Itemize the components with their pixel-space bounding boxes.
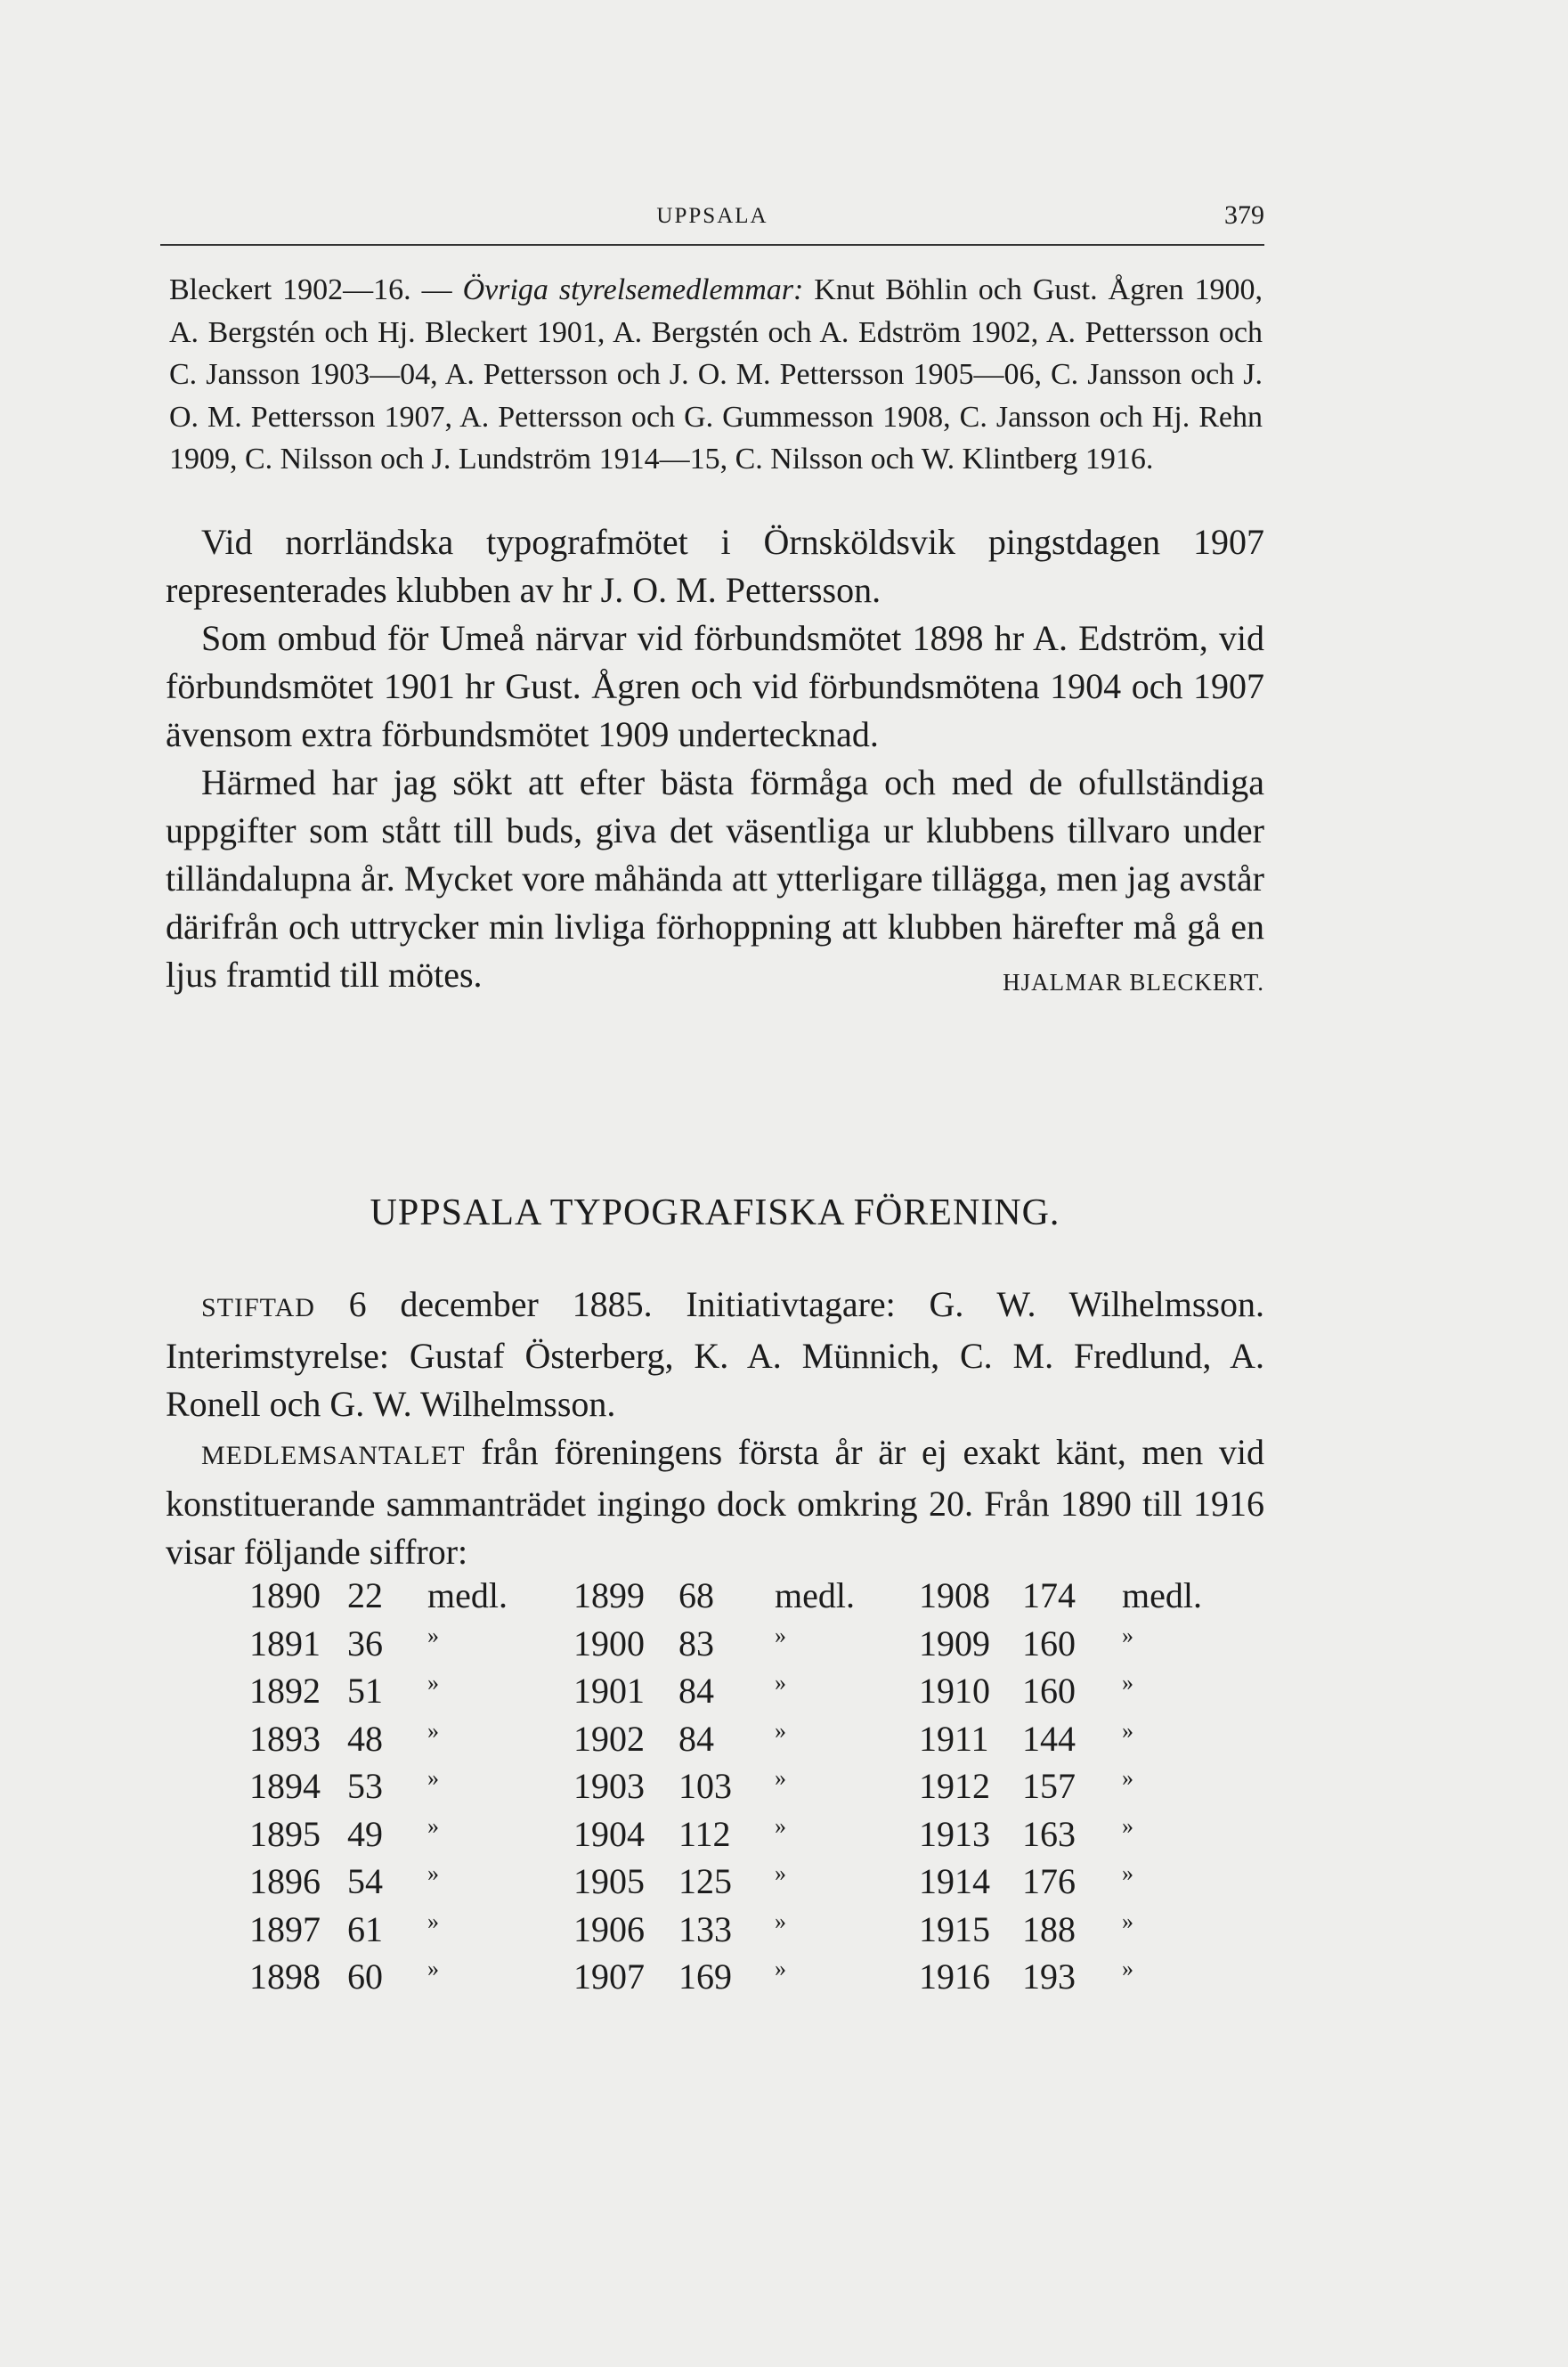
page-number: 379 [1224,200,1264,230]
unit-cell: medl. [427,1575,508,1615]
board-members-italic: Övriga styrelsemedlemmar: [462,273,804,306]
ditto-mark: » [1122,1860,1133,1886]
ditto-mark: » [427,1812,439,1839]
count-cell: 133 [678,1908,732,1949]
year-cell: 1916 [919,1956,990,1997]
year-cell: 1898 [249,1956,321,1997]
unit-cell: medl. [775,1575,855,1615]
header-rule [160,244,1264,246]
table-row [249,1670,1229,1718]
year-cell: 1911 [919,1718,989,1759]
table-row [249,1860,1229,1908]
paragraph-closing-text: Härmed har jag sökt att efter bästa förmåga och med de ofullständiga uppgifter som stått till buds, giva det väsentliga ur klubbens tillvaro under tilländalupna år. Mycket vore måhända att ytterligare tillägga, men jag avstår därifrån och uttrycker min livliga förhoppning att klubben härefter må gå en ljus framtid till mötes. [166,762,1264,995]
year-cell: 1893 [249,1718,321,1759]
count-cell: 54 [347,1861,383,1901]
year-cell: 1902 [573,1718,645,1759]
count-cell: 22 [347,1575,383,1615]
member-count-table [249,1574,1229,2004]
report-paragraphs [166,518,1264,1006]
board-members-paragraph [169,269,1263,481]
ditto-mark: » [1122,1956,1133,1981]
year-cell: 1897 [249,1908,321,1949]
unit-cell: medl. [1122,1575,1202,1615]
count-cell: 53 [347,1766,383,1806]
count-cell: 103 [678,1766,732,1806]
year-cell: 1915 [919,1908,990,1949]
ditto-mark: » [427,1907,439,1934]
count-cell: 174 [1022,1575,1076,1615]
count-cell: 83 [678,1623,714,1663]
ditto-mark: » [1122,1717,1133,1744]
table-row [249,1765,1229,1813]
ditto-mark: » [775,1956,786,1981]
table-row [249,1908,1229,1956]
count-cell: 176 [1022,1861,1076,1901]
count-cell: 160 [1022,1623,1076,1663]
ditto-mark: » [1122,1622,1133,1648]
paragraph-delegates: Som ombud för Umeå närvar vid förbundsmötet 1898 hr A. Edström, vid förbundsmötet 1901 hr Gust. Ågren och vid förbundsmötena 1904 och 1907 ävensom extra förbundsmötet 1909 undertecknad. [166,618,1264,754]
count-cell: 125 [678,1861,732,1901]
count-cell: 61 [347,1908,383,1949]
year-cell: 1890 [249,1575,321,1615]
year-cell: 1908 [919,1575,990,1615]
year-cell: 1895 [249,1813,321,1854]
year-cell: 1891 [249,1623,321,1663]
founding-lead: STIFTAD [201,1293,315,1322]
ditto-mark: » [775,1860,786,1886]
year-cell: 1894 [249,1766,321,1806]
ditto-mark: » [775,1670,786,1696]
count-cell: 84 [678,1718,714,1759]
ditto-mark: » [427,1670,439,1696]
count-cell: 163 [1022,1813,1076,1854]
ditto-mark: » [1122,1907,1133,1934]
paragraph-membership [166,1428,1264,1576]
section-title: UPPSALA TYPOGRAFISKA FÖRENING. [370,1192,1060,1233]
ditto-mark: » [1122,1812,1133,1839]
ditto-mark: » [427,1765,439,1791]
table-row [249,1574,1229,1623]
year-cell: 1912 [919,1766,990,1806]
ditto-mark: » [775,1907,786,1934]
count-cell: 188 [1022,1908,1076,1949]
count-cell: 112 [678,1813,731,1854]
table-row [249,1623,1229,1671]
ditto-mark: » [427,1956,439,1981]
count-cell: 49 [347,1813,383,1854]
ditto-mark: » [775,1765,786,1791]
year-cell: 1905 [573,1861,645,1901]
board-members-rest: Knut Böhlin och Gust. Ågren 1900, A. Bergstén och Hj. Bleckert 1901, A. Bergstén och A. Edström 1902, A. Pettersson och C. Jansson 1903—04, A. Pettersson och J. O. M. Pettersson 1905—06, C. Jansson och J. O. M. Pettersson 1907, A. Pettersson och G. Gummesson 1908, C. Jansson och Hj. Rehn 1909, C. Nilsson och J. Lundström 1914—15, C. Nilsson och W. Klintberg 1916. [169,273,1263,476]
signature: HJALMAR BLECKERT. [1003,969,1264,996]
paragraph-founding [166,1281,1264,1428]
count-cell: 157 [1022,1766,1076,1806]
year-cell: 1892 [249,1671,321,1711]
count-cell: 36 [347,1623,383,1663]
year-cell: 1901 [573,1671,645,1711]
count-cell: 84 [678,1671,714,1711]
count-cell: 68 [678,1575,714,1615]
count-cell: 144 [1022,1718,1076,1759]
year-cell: 1906 [573,1908,645,1949]
count-cell: 48 [347,1718,383,1759]
count-cell: 160 [1022,1671,1076,1711]
ditto-mark: » [775,1717,786,1744]
paragraph-meeting: Vid norrländska typografmötet i Örnsköldsvik pingstdagen 1907 representerades klubben av hr J. O. M. Pettersson. [166,522,1264,610]
count-cell: 169 [678,1956,732,1997]
ditto-mark: » [427,1860,439,1886]
year-cell: 1910 [919,1671,990,1711]
association-paragraphs [166,1281,1264,1576]
ditto-mark: » [1122,1765,1133,1791]
year-cell: 1899 [573,1575,645,1615]
table-row [249,1813,1229,1861]
year-cell: 1896 [249,1861,321,1901]
year-cell: 1909 [919,1623,990,1663]
ditto-mark: » [1122,1670,1133,1696]
membership-text: från föreningens första år är ej exakt känt, men vid konstituerande sammanträdet ingingo dock omkring 20. Från 1890 till 1916 visar följande siffror: [166,1432,1264,1572]
year-cell: 1903 [573,1766,645,1806]
ditto-mark: » [427,1717,439,1744]
table-row [249,1718,1229,1766]
count-cell: 193 [1022,1956,1076,1997]
ditto-mark: » [427,1622,439,1648]
year-cell: 1904 [573,1813,645,1854]
paragraph-closing [166,759,1264,999]
count-cell: 51 [347,1671,383,1711]
count-cell: 60 [347,1956,383,1997]
founding-text: 6 december 1885. Initiativtagare: G. W. Wilhelmsson. Interimstyrelse: Gustaf Österberg, K. A. Münnich, C. M. Fredlund, A. Ronell och G. W. Wilhelmsson. [166,1284,1264,1424]
ditto-mark: » [775,1812,786,1839]
year-cell: 1907 [573,1956,645,1997]
ditto-mark: » [775,1622,786,1648]
running-header [160,200,1264,236]
table-row [249,1956,1229,2004]
year-cell: 1900 [573,1623,645,1663]
board-members-prefix: Bleckert 1902—16. — [169,273,463,306]
year-cell: 1914 [919,1861,990,1901]
year-cell: 1913 [919,1813,990,1854]
running-title: UPPSALA [656,204,768,228]
membership-lead: MEDLEMSANTALET [201,1441,466,1470]
